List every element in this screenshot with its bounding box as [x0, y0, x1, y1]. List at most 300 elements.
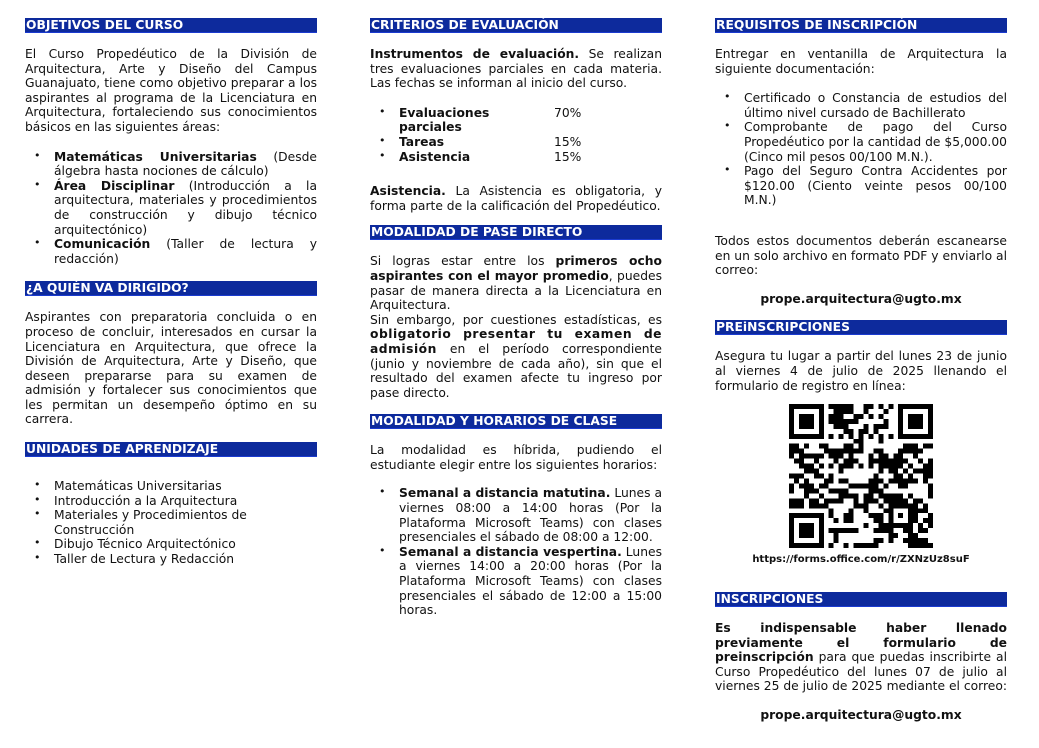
- qr-module: [809, 484, 814, 489]
- qr-module: [918, 424, 923, 429]
- qr-module: [849, 409, 854, 414]
- qr-module: [799, 404, 804, 409]
- qr-module: [849, 518, 854, 523]
- qr-module: [839, 414, 844, 419]
- qr-module: [878, 469, 883, 474]
- qr-module: [819, 419, 824, 424]
- qr-module: [888, 523, 893, 528]
- qr-module: [819, 464, 824, 469]
- qr-module: [908, 449, 913, 454]
- qr-module: [859, 444, 864, 449]
- qr-module: [809, 469, 814, 474]
- list-item: • Matemáticas Universitarias (Desde álgebra hasta nociones de cálculo): [25, 150, 317, 179]
- qr-module: [928, 469, 933, 474]
- qr-module: [863, 404, 868, 409]
- qr-module: [809, 523, 814, 528]
- qr-module: [844, 459, 849, 464]
- qr-module: [903, 503, 908, 508]
- qr-module: [888, 493, 893, 498]
- qr-module: [898, 414, 903, 419]
- qr-module: [928, 444, 933, 449]
- form-url-link[interactable]: https://forms.office.com/r/ZXNzUz8suF: [752, 554, 970, 566]
- qr-module: [903, 469, 908, 474]
- qr-module: [883, 409, 888, 414]
- dirigido-text: Aspirantes con preparatoria concluida o en proceso de concluir, interesados en cursar la Licenciatura en Arquitectura, que ofrece la División de Arquitectura, Arte y Diseño, que deseen prepararse para su examen de admisión y fortalecer sus conocimientos que les permitan un desempeño óptimo en su carrera.: [25, 310, 317, 427]
- qr-module: [928, 459, 933, 464]
- section-header-pase: MODALIDAD DE PASE DIRECTO: [370, 225, 662, 240]
- qr-module: [834, 449, 839, 454]
- qr-module: [898, 464, 903, 469]
- qr-module: [878, 479, 883, 484]
- qr-module: [913, 513, 918, 518]
- qr-module: [878, 459, 883, 464]
- qr-module: [908, 464, 913, 469]
- qr-module: [908, 444, 913, 449]
- email-link[interactable]: prope.arquitectura@ugto.mx: [760, 291, 962, 306]
- qr-module: [883, 464, 888, 469]
- requisitos-list: [715, 91, 1007, 208]
- qr-module: [918, 538, 923, 543]
- qr-module: [789, 449, 794, 454]
- email-link[interactable]: prope.arquitectura@ugto.mx: [760, 708, 962, 723]
- qr-module: [829, 474, 834, 479]
- qr-module: [814, 469, 819, 474]
- qr-module: [913, 419, 918, 424]
- qr-module: [849, 429, 854, 434]
- qr-module: [854, 414, 859, 419]
- qr-module: [913, 498, 918, 503]
- qr-module: [863, 424, 868, 429]
- qr-module: [928, 409, 933, 414]
- qr-module: [863, 543, 868, 548]
- unidades-list: [25, 479, 317, 567]
- qr-module: [804, 479, 809, 484]
- qr-module: [809, 528, 814, 533]
- qr-module: [873, 538, 878, 543]
- qr-module: [789, 419, 794, 424]
- qr-module: [923, 503, 928, 508]
- qr-module: [819, 474, 824, 479]
- qr-module: [863, 498, 868, 503]
- qr-module: [878, 454, 883, 459]
- qr-module: [883, 498, 888, 503]
- qr-module: [854, 449, 859, 454]
- asistencia-text: Asistencia. La Asistencia es obligatoria, y forma parte de la calificación del Propedéutico.: [370, 184, 662, 213]
- qr-module: [873, 518, 878, 523]
- qr-module: [913, 508, 918, 513]
- qr-module: [863, 409, 868, 414]
- qr-module: [908, 543, 913, 548]
- qr-module: [903, 444, 908, 449]
- qr-module: [814, 489, 819, 494]
- qr-module: [804, 489, 809, 494]
- section-header-criterios: CRITERIOS DE EVALUACIÓN: [370, 18, 662, 33]
- qr-module: [794, 459, 799, 464]
- qr-module: [878, 489, 883, 494]
- requisitos-note: Todos estos documentos deberán escanearse en un solo archivo en formato PDF y enviarlo al correo:: [715, 233, 1007, 278]
- qr-module: [849, 508, 854, 513]
- qr-module: [824, 479, 829, 484]
- qr-module: [903, 479, 908, 484]
- qr-module: [868, 404, 873, 409]
- horarios-text: La modalidad es híbrida, pudiendo el estudiante elegir entre los siguientes horarios:: [370, 443, 662, 472]
- qr-module: [794, 498, 799, 503]
- qr-module: [923, 508, 928, 513]
- qr-module: [819, 434, 824, 439]
- qr-module: [888, 528, 893, 533]
- qr-module: [878, 414, 883, 419]
- qr-module: [809, 543, 814, 548]
- qr-module: [799, 464, 804, 469]
- list-item: • Comunicación (Taller de lectura y redacción): [25, 237, 317, 266]
- qr-module: [794, 444, 799, 449]
- qr-module: [863, 508, 868, 513]
- qr-module: [854, 543, 859, 548]
- objetivos-text: El Curso Propedéutico de la División de Arquitectura, Arte y Diseño del Campus Guanajuato, tiene como objetivo preparar a los aspirantes al programa de la Licenciatura en Arquitectura, fortaleciendo sus conocimientos básicos en las siguientes áreas:: [25, 47, 317, 134]
- qr-module: [844, 543, 849, 548]
- qr-module: [923, 464, 928, 469]
- list-item: • Área Disciplinar (Introducción a la arquitectura, materiales y procedimientos de construcción y dibujo técnico arquitectónico): [25, 179, 317, 237]
- qr-module: [809, 533, 814, 538]
- qr-module: [918, 498, 923, 503]
- list-item: • Materiales y Procedimientos de Construcción: [25, 508, 317, 537]
- qr-module: [888, 513, 893, 518]
- requisitos-text: Entregar en ventanilla de Arquitectura la siguiente documentación:: [715, 47, 1007, 76]
- areas-list: [25, 150, 317, 267]
- qr-module: [814, 454, 819, 459]
- list-item: • Comprobante de pago del Curso Propedéutico por la cantidad de $5,000.00 (Cinco mil pesos 00/100 M.N.).: [715, 120, 1007, 164]
- qr-module: [854, 493, 859, 498]
- qr-module: [923, 538, 928, 543]
- qr-module: [829, 513, 834, 518]
- qr-module: [814, 474, 819, 479]
- qr-module: [928, 518, 933, 523]
- qr-module: [814, 503, 819, 508]
- qr-module: [849, 444, 854, 449]
- qr-module: [814, 434, 819, 439]
- table-row: • Evaluaciones parciales 70%: [399, 106, 581, 135]
- qr-module: [804, 404, 809, 409]
- preinscripciones-text: Asegura tu lugar a partir del lunes 23 de junio al viernes 4 de julio de 2025 llenando el formulario de registro en línea:: [715, 349, 1007, 393]
- qr-module: [863, 484, 868, 489]
- qr-module: [824, 503, 829, 508]
- qr-module: [789, 498, 794, 503]
- qr-module: [913, 424, 918, 429]
- qr-module: [814, 404, 819, 409]
- qr-module: [893, 464, 898, 469]
- qr-module: [834, 454, 839, 459]
- qr-module: [878, 523, 883, 528]
- qr-module: [799, 528, 804, 533]
- qr-module: [819, 484, 824, 489]
- qr-module: [794, 449, 799, 454]
- qr-module: [844, 409, 849, 414]
- list-item: • Matemáticas Universitarias: [25, 479, 317, 494]
- qr-module: [834, 459, 839, 464]
- qr-module: [908, 518, 913, 523]
- qr-module: [859, 484, 864, 489]
- qr-module: [883, 493, 888, 498]
- qr-module: [868, 464, 873, 469]
- qr-module: [819, 533, 824, 538]
- qr-module: [804, 513, 809, 518]
- qr-module: [908, 533, 913, 538]
- qr-module: [839, 469, 844, 474]
- qr-module: [908, 493, 913, 498]
- qr-module: [868, 498, 873, 503]
- qr-module: [839, 454, 844, 459]
- qr-module: [863, 523, 868, 528]
- qr-module: [928, 424, 933, 429]
- qr-module: [913, 533, 918, 538]
- qr-module: [878, 503, 883, 508]
- qr-module: [859, 429, 864, 434]
- qr-module: [849, 493, 854, 498]
- qr-module: [883, 419, 888, 424]
- qr-module: [898, 429, 903, 434]
- qr-module: [888, 464, 893, 469]
- qr-module: [834, 424, 839, 429]
- qr-module: [859, 434, 864, 439]
- qr-module: [819, 444, 824, 449]
- qr-module: [799, 459, 804, 464]
- qr-module: [898, 498, 903, 503]
- qr-module: [849, 513, 854, 518]
- qr-module: [789, 538, 794, 543]
- qr-module: [849, 454, 854, 459]
- qr-module: [893, 479, 898, 484]
- qr-module: [888, 503, 893, 508]
- section-header-dirigido: ¿A QUIÉN VA DIRIGIDO?: [25, 281, 317, 296]
- qr-module: [873, 498, 878, 503]
- qr-module: [888, 518, 893, 523]
- qr-module: [883, 523, 888, 528]
- qr-module: [859, 543, 864, 548]
- qr-module: [844, 479, 849, 484]
- qr-module: [893, 493, 898, 498]
- qr-module: [873, 424, 878, 429]
- qr-module: [888, 459, 893, 464]
- qr-module: [819, 543, 824, 548]
- section-header-inscripciones: INSCRIPCIONES: [715, 592, 1007, 607]
- qr-module: [893, 454, 898, 459]
- qr-module: [928, 484, 933, 489]
- table-row: • Asistencia 15%: [399, 150, 581, 165]
- qr-module: [913, 518, 918, 523]
- qr-module: [789, 444, 794, 449]
- qr-module: [809, 424, 814, 429]
- qr-module: [908, 414, 913, 419]
- qr-module: [814, 543, 819, 548]
- qr-module: [913, 454, 918, 459]
- qr-module: [844, 424, 849, 429]
- qr-module: [888, 434, 893, 439]
- list-item: • Certificado o Constancia de estudios del último nivel cursado de Bachillerato: [715, 91, 1007, 120]
- qr-module: [913, 404, 918, 409]
- qr-module: [794, 474, 799, 479]
- inscripciones-text: Es indispensable haber llenado previamente el formulario de preinscripción para que puedas inscribirte al Curso Propedéutico del lunes 07 de julio al viernes 25 de julio de 2025 mediante el correo:: [715, 621, 1007, 694]
- qr-module: [859, 439, 864, 444]
- qr-module: [839, 434, 844, 439]
- qr-module: [903, 498, 908, 503]
- qr-module: [928, 523, 933, 528]
- qr-module: [804, 533, 809, 538]
- qr-module: [799, 513, 804, 518]
- qr-module: [893, 474, 898, 479]
- qr-module: [799, 454, 804, 459]
- table-row: • Tareas 15%: [399, 135, 581, 150]
- qr-module: [868, 479, 873, 484]
- qr-module: [789, 503, 794, 508]
- qr-module: [804, 424, 809, 429]
- section-header-objetivos: OBJETIVOS DEL CURSO: [25, 18, 317, 33]
- qr-module: [873, 459, 878, 464]
- qr-module: [839, 493, 844, 498]
- qr-module: [878, 434, 883, 439]
- qr-module: [839, 528, 844, 533]
- qr-module: [873, 543, 878, 548]
- qr-module: [829, 454, 834, 459]
- qr-module: [849, 434, 854, 439]
- qr-module: [819, 513, 824, 518]
- qr-module: [819, 414, 824, 419]
- qr-module: [834, 518, 839, 523]
- qr-module: [809, 513, 814, 518]
- qr-module: [789, 528, 794, 533]
- qr-module: [873, 528, 878, 533]
- qr-module: [908, 508, 913, 513]
- qr-module: [898, 513, 903, 518]
- qr-module: [898, 493, 903, 498]
- qr-module: [789, 474, 794, 479]
- qr-module: [839, 404, 844, 409]
- qr-module: [913, 503, 918, 508]
- qr-module: [829, 508, 834, 513]
- qr-module: [918, 543, 923, 548]
- qr-module: [868, 543, 873, 548]
- qr-module: [908, 503, 913, 508]
- qr-module: [814, 498, 819, 503]
- criterios-table: [399, 106, 581, 164]
- qr-module: [898, 434, 903, 439]
- qr-module: [923, 474, 928, 479]
- qr-module: [923, 479, 928, 484]
- qr-module: [898, 449, 903, 454]
- qr-code-icon[interactable]: [789, 404, 933, 548]
- qr-module: [829, 498, 834, 503]
- qr-module: [809, 454, 814, 459]
- qr-module: [908, 538, 913, 543]
- qr-module: [789, 489, 794, 494]
- qr-module: [923, 434, 928, 439]
- qr-module: [868, 484, 873, 489]
- qr-module: [819, 503, 824, 508]
- qr-module: [893, 523, 898, 528]
- qr-module: [928, 464, 933, 469]
- qr-module: [844, 513, 849, 518]
- qr-module: [859, 414, 864, 419]
- qr-module: [883, 528, 888, 533]
- qr-module: [913, 469, 918, 474]
- qr-module: [908, 523, 913, 528]
- qr-module: [903, 449, 908, 454]
- qr-module: [928, 404, 933, 409]
- qr-module: [804, 523, 809, 528]
- qr-module: [819, 538, 824, 543]
- qr-module: [844, 464, 849, 469]
- qr-module: [794, 404, 799, 409]
- qr-module: [928, 419, 933, 424]
- qr-module: [888, 533, 893, 538]
- qr-module: [883, 454, 888, 459]
- qr-module: [873, 513, 878, 518]
- qr-module: [918, 528, 923, 533]
- qr-module: [923, 528, 928, 533]
- qr-module: [888, 404, 893, 409]
- qr-module: [824, 444, 829, 449]
- qr-module: [809, 434, 814, 439]
- qr-module: [854, 498, 859, 503]
- qr-module: [888, 469, 893, 474]
- qr-module: [799, 419, 804, 424]
- qr-module: [849, 484, 854, 489]
- qr-module: [913, 444, 918, 449]
- qr-module: [839, 479, 844, 484]
- qr-module: [834, 533, 839, 538]
- qr-module: [878, 424, 883, 429]
- qr-module: [809, 498, 814, 503]
- qr-module: [799, 484, 804, 489]
- qr-module: [883, 459, 888, 464]
- qr-module: [789, 454, 794, 459]
- qr-module: [883, 508, 888, 513]
- qr-module: [789, 424, 794, 429]
- qr-module: [903, 434, 908, 439]
- qr-module: [873, 479, 878, 484]
- qr-module: [888, 479, 893, 484]
- qr-module: [918, 449, 923, 454]
- qr-module: [804, 464, 809, 469]
- qr-module: [903, 523, 908, 528]
- qr-module: [809, 419, 814, 424]
- list-item: • Introducción a la Arquitectura: [25, 494, 317, 509]
- qr-module: [809, 503, 814, 508]
- qr-module: [893, 498, 898, 503]
- qr-module: [873, 484, 878, 489]
- qr-module: [844, 528, 849, 533]
- qr-module: [794, 543, 799, 548]
- qr-module: [878, 439, 883, 444]
- qr-module: [844, 489, 849, 494]
- column-middle: [370, 18, 662, 618]
- qr-module: [799, 543, 804, 548]
- qr-module: [859, 464, 864, 469]
- qr-module: [834, 489, 839, 494]
- qr-module: [804, 414, 809, 419]
- qr-module: [799, 424, 804, 429]
- qr-module: [804, 444, 809, 449]
- qr-module: [923, 543, 928, 548]
- qr-module: [908, 404, 913, 409]
- qr-module: [819, 518, 824, 523]
- qr-module: [913, 479, 918, 484]
- qr-module: [789, 429, 794, 434]
- qr-module: [893, 469, 898, 474]
- qr-module: [893, 459, 898, 464]
- qr-module: [829, 528, 834, 533]
- qr-module: [873, 489, 878, 494]
- qr-module: [873, 449, 878, 454]
